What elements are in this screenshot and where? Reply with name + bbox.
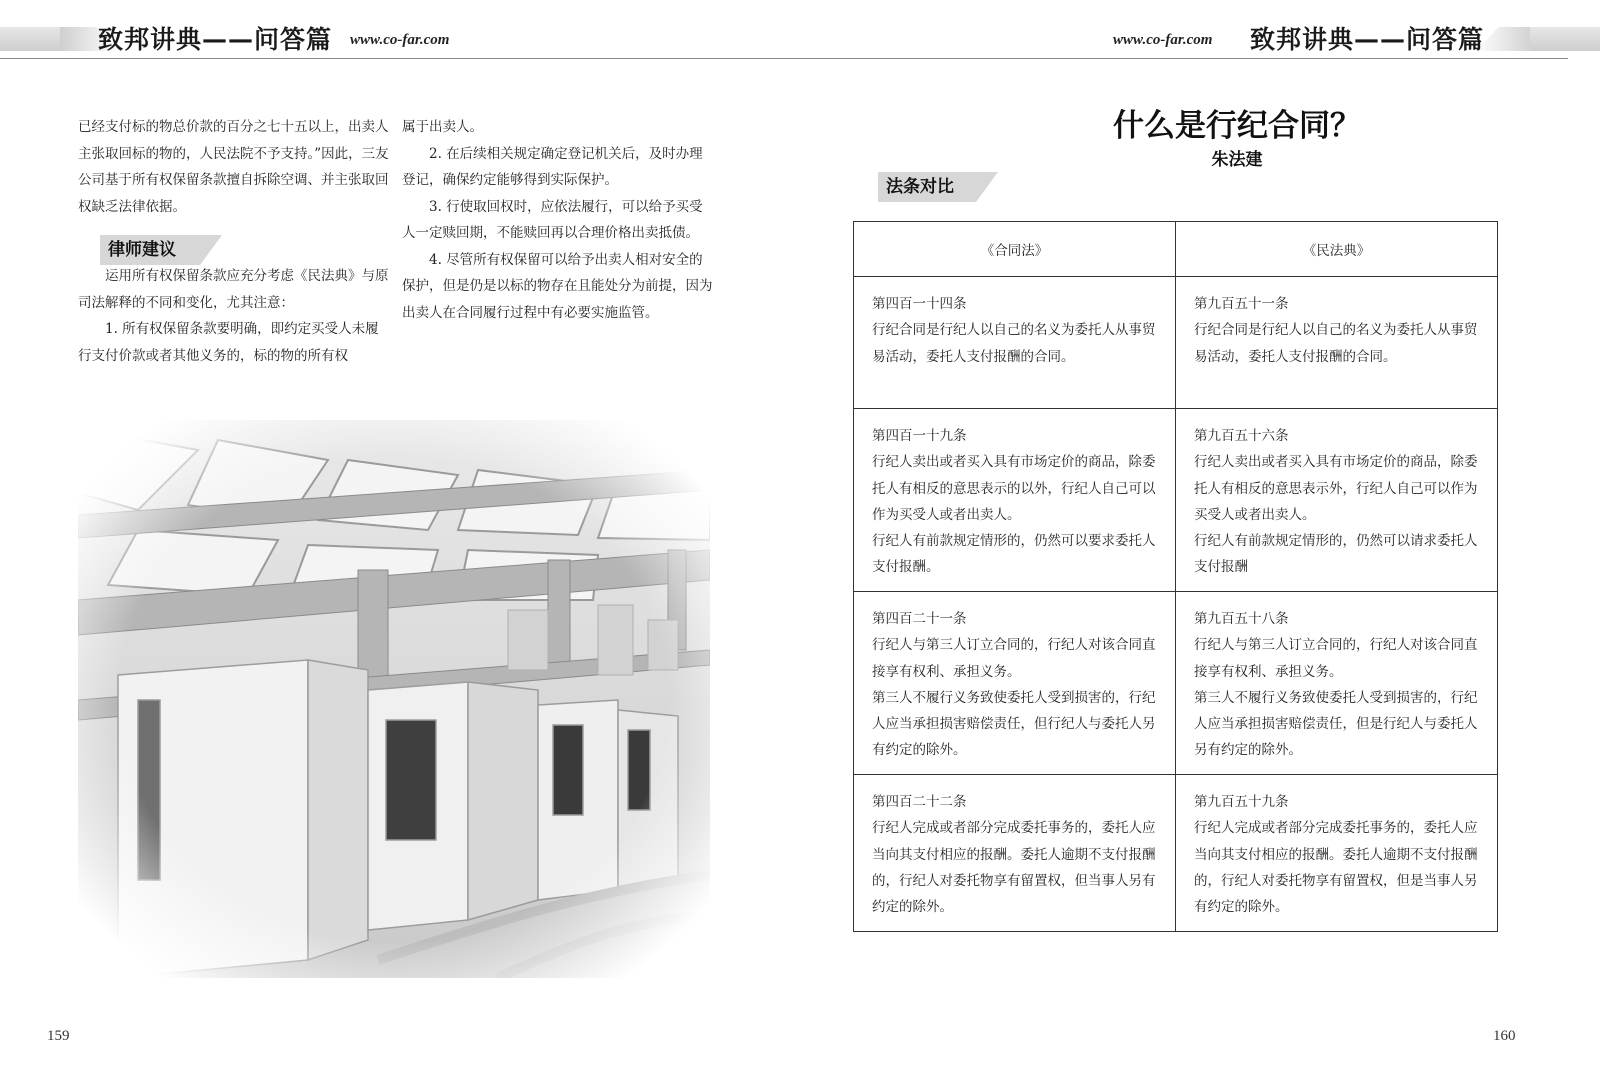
table-cell (854, 592, 1176, 775)
table-row (854, 592, 1498, 775)
table-row (854, 409, 1498, 592)
table-header-row (854, 222, 1498, 277)
header-title: 致邦讲典——问答篇 (98, 25, 333, 54)
column-header: 《民法典》 (1176, 222, 1498, 277)
paragraph: 3. 行使取回权时，应依法履行，可以给予买受人一定赎回期，不能赎回再以合理价格出卖抵债。 (402, 198, 703, 241)
column-1-bottom (78, 263, 390, 369)
paragraph: 1. 所有权保留条款要明确，即约定买受人未履行支付价款或者其他义务的，标的物的所有权 (78, 321, 379, 364)
section-tag-law-comparison: 法条对比 (878, 172, 976, 202)
article-number: 第四百一十九条 (872, 428, 967, 444)
article-text: 行纪合同是行纪人以自己的名义为委托人从事贸易活动，委托人支付报酬的合同。 (1194, 322, 1478, 365)
article-number: 第四百二十二条 (872, 794, 967, 810)
table-cell (1176, 775, 1498, 932)
header-title: 致邦讲典——问答篇 (1250, 25, 1485, 54)
table-cell (1176, 592, 1498, 775)
article-number: 第四百一十四条 (872, 296, 967, 312)
article-text: 行纪人有前款规定情形的，仍然可以要求委托人支付报酬。 (872, 533, 1156, 576)
table-row (854, 277, 1498, 409)
header-rule (800, 58, 1568, 59)
article-text: 行纪人卖出或者买入具有市场定价的商品，除委托人有相反的意思表示的以外，行纪人自己可以作为买受人或者出卖人。 (872, 454, 1156, 523)
article-text: 行纪人完成或者部分完成委托事务的，委托人应当向其支付相应的报酬。委托人逾期不支付报酬的，行纪人对委托物享有留置权，但是当事人另有约定的除外。 (1194, 820, 1478, 916)
article-text: 行纪人有前款规定情形的，仍然可以请求委托人支付报酬 (1194, 533, 1478, 576)
table-cell (1176, 277, 1498, 409)
right-page (800, 0, 1600, 1085)
law-comparison-table (853, 221, 1498, 932)
header-url[interactable]: www.co-far.com (350, 32, 450, 48)
article-text: 行纪合同是行纪人以自己的名义为委托人从事贸易活动，委托人支付报酬的合同。 (872, 322, 1156, 365)
article-text: 第三人不履行义务致使委托人受到损害的，行纪人应当承担损害赔偿责任，但是行纪人与委托人另有约定的除外。 (1194, 689, 1478, 759)
table-cell (854, 775, 1176, 932)
section-tag-advice: 律师建议 (100, 235, 200, 265)
header-url[interactable]: www.co-far.com (1113, 32, 1213, 48)
paragraph: 已经支付标的物总价款的百分之七十五以上，出卖人主张取回标的物的，人民法院不予支持。”因此，三友公司基于所有权保留条款擅自拆除空调、并主张取回权缺乏法律依据。 (78, 119, 389, 215)
table-cell (1176, 409, 1498, 592)
article-text: 行纪人完成或者部分完成委托事务的，委托人应当向其支付相应的报酬。委托人逾期不支付报酬的，行纪人对委托物享有留置权，但当事人另有约定的除外。 (872, 820, 1156, 916)
page-number: 159 (47, 1028, 70, 1044)
article-number: 第九百五十一条 (1194, 296, 1289, 312)
table-cell (854, 277, 1176, 409)
header-bar (1530, 27, 1600, 51)
column-1-top (78, 114, 390, 220)
paragraph: 2. 在后续相关规定确定登记机关后，及时办理登记，确保约定能够得到实际保护。 (402, 145, 703, 188)
article-text: 行纪人与第三人订立合同的，行纪人对该合同直接享有权利、承担义务。 (1194, 637, 1478, 680)
table-cell (854, 409, 1176, 592)
page-number: 160 (1493, 1028, 1516, 1044)
column-2 (402, 114, 714, 326)
header-rule (0, 58, 800, 59)
article-text: 行纪人卖出或者买入具有市场定价的商品，除委托人有相反的意思表示外，行纪人自己可以作为买受人或者出卖人。 (1194, 454, 1478, 523)
air-conditioner-photo (78, 420, 710, 978)
article-number: 第四百二十一条 (872, 611, 967, 627)
table-row (854, 775, 1498, 932)
paragraph: 运用所有权保留条款应充分考虑《民法典》与原司法解释的不同和变化，尤其注意： (78, 268, 389, 311)
article-text: 行纪人与第三人订立合同的，行纪人对该合同直接享有权利、承担义务。 (872, 637, 1156, 680)
article-text: 第三人不履行义务致使委托人受到损害的，行纪人应当承担损害赔偿责任，但行纪人与委托人另有约定的除外。 (872, 689, 1156, 759)
article-number: 第九百五十八条 (1194, 611, 1289, 627)
paragraph: 属于出卖人。 (402, 119, 483, 135)
paragraph: 4. 尽管所有权保留可以给予出卖人相对安全的保护，但是仍是以标的物存在且能处分为前提，因为出卖人在合同履行过程中有必要实施监管。 (402, 251, 713, 321)
article-number: 第九百五十六条 (1194, 428, 1289, 444)
article-title: 什么是行纪合同？ (1113, 108, 1361, 144)
article-author: 朱法建 (1211, 150, 1263, 170)
column-header: 《合同法》 (854, 222, 1176, 277)
article-number: 第九百五十九条 (1194, 794, 1289, 810)
